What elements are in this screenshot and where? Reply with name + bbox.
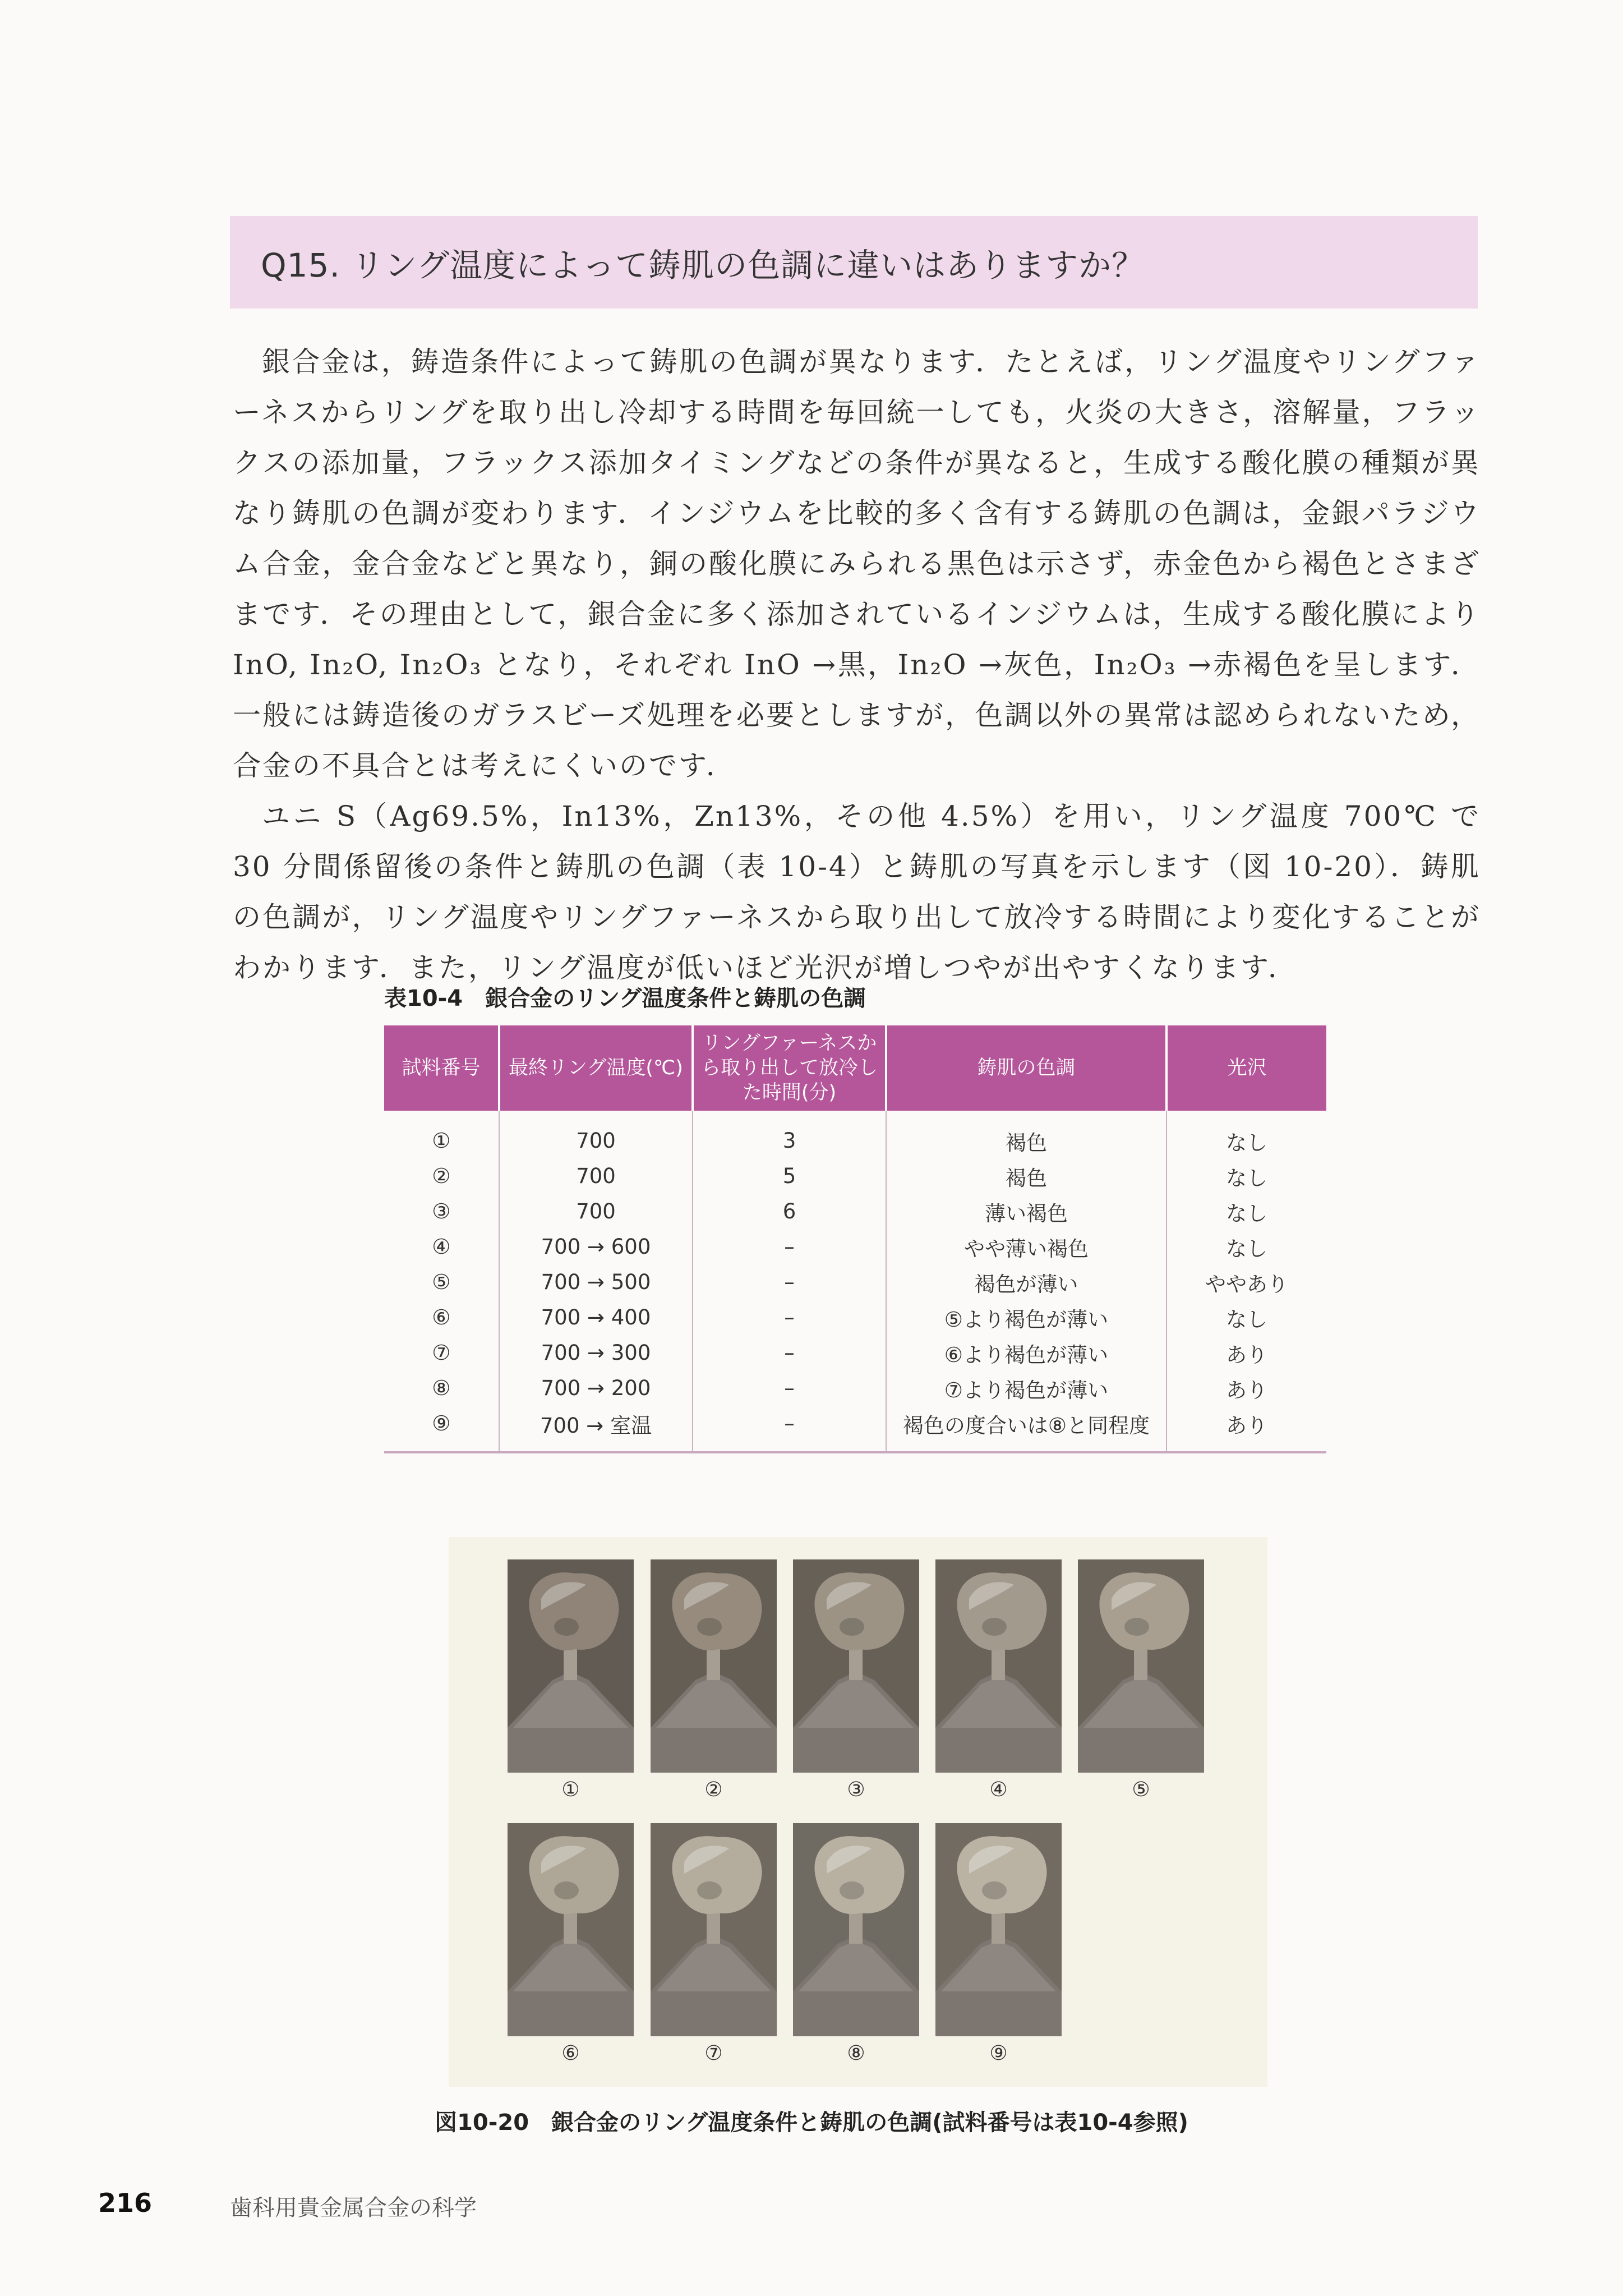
table-cell: ⑦より褐色が薄い — [886, 1370, 1166, 1406]
header-sample-no: 試料番号 — [384, 1025, 499, 1111]
table-caption: 表10-4 銀合金のリング温度条件と鋳肌の色調 — [384, 986, 866, 1011]
table-cell: なし — [1166, 1229, 1326, 1264]
body-text — [233, 337, 1481, 993]
table-cell: ⑥より褐色が薄い — [886, 1335, 1166, 1370]
table-cell: – — [693, 1335, 886, 1370]
table-cell: 3 — [693, 1111, 886, 1158]
table-cell: ② — [432, 1164, 451, 1188]
table-cell: 5 — [693, 1158, 886, 1194]
table-row — [384, 1370, 1326, 1406]
table-cell: ⑨ — [384, 1406, 499, 1452]
question-heading — [230, 216, 1478, 309]
table-cell: 褐色 — [886, 1111, 1166, 1158]
casting-photo — [935, 1823, 1062, 2036]
table-cell: なし — [1166, 1111, 1326, 1158]
table-row — [384, 1300, 1326, 1335]
table-cell: 700 — [499, 1158, 693, 1194]
photo-label: ⑨ — [989, 2042, 1008, 2065]
page-number: 216 — [98, 2188, 153, 2218]
casting-conditions-table — [384, 1025, 1326, 1453]
casting-photo-panel — [449, 1537, 1267, 2087]
table-row — [384, 1194, 1326, 1229]
table-cell: ③ — [432, 1199, 451, 1223]
photo-label: ③ — [847, 1778, 865, 1801]
table-cell: 700 — [499, 1194, 693, 1229]
header-surface-color: 鋳肌の色調 — [886, 1025, 1166, 1111]
casting-photo — [793, 1823, 919, 2036]
header-gloss: 光沢 — [1166, 1025, 1326, 1111]
table-cell: ⑥ — [432, 1305, 451, 1329]
casting-photo — [793, 1559, 919, 1773]
photo-label: ⑥ — [561, 2042, 580, 2065]
table-cell: あり — [1166, 1406, 1326, 1452]
paragraph-1: 銀合金は，鋳造条件によって鋳肌の色調が異なります．たとえば，リング温度やリングファーネスからリングを取り出し冷却する時間を毎回統一しても，火炎の大きさ，溶解量，フラックスの添加量，フラックス添加タイミングなどの条件が異なると，生成する酸化膜の種類が異なり鋳肌の色調が変わります．インジウムを比較的多く含有する鋳肌の色調は，金銀パラジウム合金，金合金などと異なり，銅の酸化膜にみられる黒色は示さず，赤金色から褐色とさまざまです．その理由として，銀合金に多く添加されているインジウムは，生成する酸化膜により InO, In₂O, In₂O₃ となり，それぞれ InO →黒，In₂O →灰色，In₂O₃ →赤褐色を呈します．一般には鋳造後のガラスビーズ処理を必要としますが，色調以外の異常は認められないため，合金の不具合とは考えにくいのです． — [233, 346, 1481, 782]
casting-photo — [651, 1559, 777, 1773]
photo-label: ⑤ — [1132, 1778, 1150, 1801]
table-cell: なし — [1166, 1194, 1326, 1229]
casting-photo — [651, 1823, 777, 2036]
table-cell: 褐色 — [886, 1158, 1166, 1194]
table-row — [384, 1406, 1326, 1452]
table-cell: 700 → 500 — [499, 1264, 693, 1300]
running-title: 歯科用貴金属合金の科学 — [230, 2195, 477, 2221]
table-cell: なし — [1166, 1158, 1326, 1194]
table-cell: – — [693, 1406, 886, 1452]
table-cell: ややあり — [1166, 1264, 1326, 1300]
table-cell: あり — [1166, 1370, 1326, 1406]
photo-label: ④ — [989, 1778, 1008, 1801]
table-cell: ⑧ — [432, 1376, 451, 1400]
table-cell: – — [693, 1300, 886, 1335]
photo-label: ⑧ — [847, 2042, 865, 2065]
table-cell: 薄い褐色 — [886, 1194, 1166, 1229]
question-text: Q15. リング温度によって鋳肌の色調に違いはありますか？ — [261, 246, 1145, 284]
table-row — [384, 1111, 1326, 1158]
table-cell: ⑤より褐色が薄い — [886, 1300, 1166, 1335]
table-header-row — [384, 1025, 1326, 1111]
casting-photo — [935, 1559, 1062, 1773]
table-cell: 6 — [693, 1194, 886, 1229]
table-row — [384, 1264, 1326, 1300]
table-cell: 700 → 600 — [499, 1229, 693, 1264]
table-cell: – — [693, 1370, 886, 1406]
table-cell: – — [693, 1264, 886, 1300]
table-cell: 700 — [499, 1111, 693, 1158]
table-cell: ⑤ — [432, 1270, 451, 1294]
table-cell: やや薄い褐色 — [886, 1229, 1166, 1264]
table-cell: 褐色が薄い — [886, 1264, 1166, 1300]
table-row — [384, 1229, 1326, 1264]
photo-label: ② — [704, 1778, 723, 1801]
table-cell: 700 → 400 — [499, 1300, 693, 1335]
table-row — [384, 1335, 1326, 1370]
table-cell: ④ — [432, 1235, 451, 1259]
table-cell: 700 → 200 — [499, 1370, 693, 1406]
table-cell: 褐色の度合いは⑧と同程度 — [886, 1406, 1166, 1452]
casting-photo — [1078, 1559, 1204, 1773]
paragraph-2: ユニ S（Ag69.5%，In13%，Zn13%，その他 4.5%）を用い，リング温度 700℃ で 30 分間係留後の条件と鋳肌の色調（表 10-4）と鋳肌の写真を示します（図 10-20）．鋳肌の色調が，リング温度やリングファーネスから取り出して放冷する時間により変化することがわかります．また，リング温度が低いほど光沢が増しつやが出やすくなります． — [233, 800, 1481, 984]
table-cell: なし — [1166, 1300, 1326, 1335]
table-cell: ① — [432, 1129, 451, 1153]
header-final-ring-temp: 最終リング温度(℃) — [499, 1025, 693, 1111]
figure-caption: 図10-20 銀合金のリング温度条件と鋳肌の色調(試料番号は表10-4参照) — [435, 2110, 1188, 2136]
header-cooling-time: リングファーネスから取り出して放冷した時間(分) — [693, 1025, 886, 1111]
table-cell: ⑦ — [432, 1341, 451, 1365]
table-row — [384, 1158, 1326, 1194]
table-cell: 700 → 300 — [499, 1335, 693, 1370]
photo-label: ⑦ — [704, 2042, 723, 2065]
casting-photo — [508, 1823, 634, 2036]
photo-label: ① — [561, 1778, 580, 1801]
casting-photo — [508, 1559, 634, 1773]
table-cell: 700 → 室温 — [499, 1406, 693, 1452]
table-cell: – — [693, 1229, 886, 1264]
table-cell: あり — [1166, 1335, 1326, 1370]
